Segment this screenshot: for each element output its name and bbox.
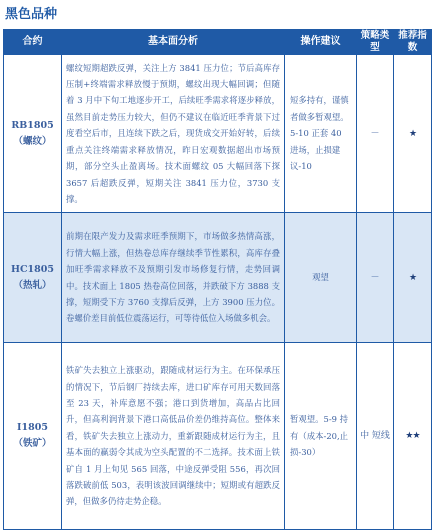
header-recommend: 推荐指数 <box>394 30 432 55</box>
contract-cell <box>4 55 62 213</box>
recommend-cell: ★★ <box>394 343 432 530</box>
header-contract: 合约 <box>4 30 62 55</box>
suggestion-cell: 暂观望。5-9 持有（成本-20,止损-30） <box>285 343 357 530</box>
contract-code: I1805 <box>17 422 48 433</box>
strategy-type-cell: 中 短线 <box>357 343 394 530</box>
recommend-cell: ★ <box>394 55 432 213</box>
contract-name: （螺纹） <box>13 135 52 147</box>
recommend-cell: ★ <box>394 213 432 343</box>
strategy-type-cell: － <box>357 55 394 213</box>
suggestion-cell: 短多持有，谨慎者做多暂观望。5-10 正套 40 进场，止损建议-10 <box>285 55 357 213</box>
section-title: 黑色品种 <box>5 7 58 22</box>
contract-cell <box>4 343 62 530</box>
header-strategy-type: 策略类型 <box>357 30 394 55</box>
table-row-rb1805 <box>4 55 432 213</box>
contract-cell <box>4 213 62 343</box>
header-suggestion: 操作建议 <box>285 30 357 55</box>
suggestion-cell: 观望 <box>285 213 357 343</box>
header-analysis: 基本面分析 <box>62 30 285 55</box>
table-row-hc1805 <box>4 213 432 343</box>
table-row-i1805 <box>4 343 432 530</box>
contract-code: RB1805 <box>11 119 54 131</box>
contract-name: （热轧） <box>13 279 52 291</box>
analysis-cell: 螺纹短期超跌反弹，关注上方 3841 压力位；节后高库存压制+终端需求释放慢于预期，螺纹出现大幅回调；但随着 3 月中下旬工地逐步开工，后续旺季需求将逐步释放，虽然目前走势压力较大，但仍不建议在临近旺季背景下过度看空后市，且连续下跌之后，现货成交开始好转，后续重点关注终端需求释放情况，昨日宏观数据超出市场预期，部分空头止盈离场。技术面螺纹 05 大幅回落下探 3657 后超跌反弹，短期关注 3841 压力位，3730 支撑。 <box>62 55 285 213</box>
contract-name: （铁矿） <box>13 438 52 449</box>
analysis-cell: 前期在限产发力及需求旺季预期下，市场做多热情高涨，行情大幅上涨，但热卷总库存继续季节性累积，高库存叠加旺季需求释放不及预期引发市场修复行情，走势回调中。技术面上 1805 热卷高位回落，并跌破下方 3888 支撑，短期受下方 3760 支撑后反弹，上方 3900 压力位。卷螺价差目前低位震荡运行，可等待低位入场做多机会。 <box>62 213 285 343</box>
futures-table <box>3 29 432 530</box>
table-header-row <box>4 30 432 55</box>
strategy-type-cell: － <box>357 213 394 343</box>
analysis-cell: 铁矿失去独立上涨驱动，跟随成材运行为主。在环保承压的情况下，节后钢厂持续去库，进口矿库存可用天数回落至 23 天，补库意愿不强；港口到货增加，高品占比回升，但高利润背景下港口高低品价差仍维持高位。整体来看，铁矿失去独立上涨动力，重新跟随成材运行为主，且基本面的赢弱令其成为空头配置的不二选择。技术面上铁矿自 1 月上旬见 565 回落，中途反弹受阻 556，再次回落跌破前低 503，表明该波回调继续中；短期或有超跌反弹，但做多仍待走势企稳。 <box>62 343 285 530</box>
contract-code: HC1805 <box>11 263 54 275</box>
